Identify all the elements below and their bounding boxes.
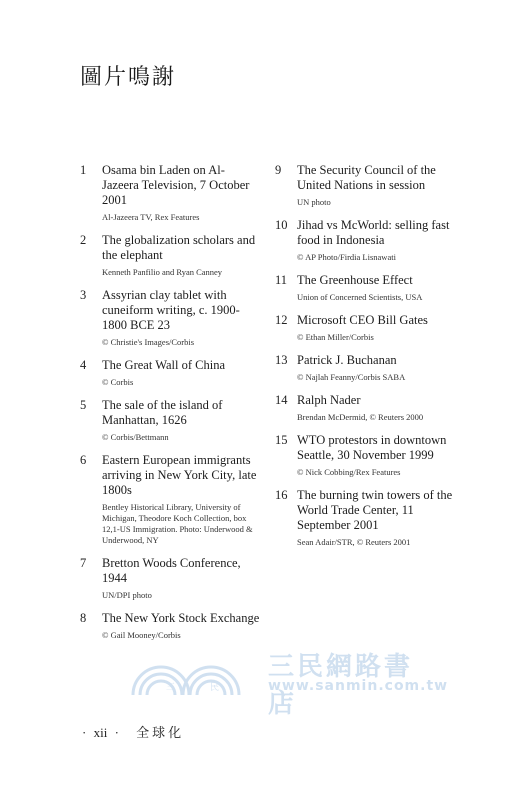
footer-dot: · [82, 725, 87, 740]
credit-entry [275, 433, 455, 478]
entry-credit: Bentley Historical Library, University of Michigan, Theodore Koch Collection, box 12,1-US Immigration. Photo: Underwood & Underwood, NY [102, 502, 253, 545]
credit-entry [275, 218, 455, 263]
credit-entry [80, 163, 260, 223]
entry-title: The New York Stock Exchange [102, 611, 260, 625]
entry-number: 3 [80, 288, 87, 302]
entry-title: Osama bin Laden on Al- Jazeera Television, 7 October 2001 [102, 163, 250, 207]
credit-entry [80, 611, 260, 641]
entry-credit: Sean Adair/STR, © Reuters 2001 [297, 537, 411, 547]
credit-entry [80, 398, 260, 443]
footer-dot: · [114, 725, 119, 740]
entry-number: 5 [80, 398, 87, 412]
page-footer [82, 722, 184, 741]
entry-title: The burning twin towers of the World Trade Center, 11 September 2001 [297, 488, 453, 532]
watermark-logo-char: 三 [166, 683, 176, 693]
credit-entry [275, 273, 455, 303]
credits-column-left [80, 163, 260, 651]
entry-credit: UN/DPI photo [102, 590, 152, 600]
credit-entry [275, 488, 455, 548]
entry-number: 13 [275, 353, 288, 367]
book-title: 全球化 [136, 726, 185, 741]
entry-credit: © Corbis [102, 377, 134, 387]
entry-number: 7 [80, 556, 87, 570]
entry-title: The Security Council of the United Nations in session [297, 163, 436, 192]
entry-credit: Al-Jazeera TV, Rex Features [102, 212, 200, 222]
entry-number: 10 [275, 218, 288, 232]
page-title: 圖片鳴謝 [80, 65, 177, 90]
entry-number: 11 [275, 273, 288, 287]
entry-title: The sale of the island of Manhattan, 1626 [102, 398, 223, 427]
credit-entry [275, 163, 455, 208]
entry-title: The Great Wall of China [102, 358, 226, 372]
credit-entry [275, 313, 455, 343]
entry-credit: © Ethan Miller/Corbis [297, 332, 374, 342]
entry-credit: Kenneth Panfilio and Ryan Canney [102, 267, 223, 277]
entry-number: 15 [275, 433, 288, 447]
entry-number: 14 [275, 393, 288, 407]
entry-title: Ralph Nader [297, 393, 361, 407]
credit-entry [80, 233, 260, 278]
entry-number: 12 [275, 313, 288, 327]
entry-number: 9 [275, 163, 282, 177]
watermark-url: www.sanmin.com.tw [268, 678, 449, 694]
entry-credit: © Gail Mooney/Corbis [102, 630, 181, 640]
credit-entry [275, 393, 455, 423]
entry-number: 6 [80, 453, 87, 467]
entry-title: Jihad vs McWorld: selling fast food in Indonesia [297, 218, 450, 247]
entry-credit: © AP Photo/Firdia Lisnawati [297, 252, 396, 262]
entry-credit: © Najlah Feanny/Corbis SABA [297, 372, 406, 382]
entry-credit: Brendan McDermid, © Reuters 2000 [297, 412, 424, 422]
entry-credit: © Corbis/Bettmann [102, 432, 169, 442]
entry-credit: Union of Concerned Scientists, USA [297, 292, 423, 302]
entry-title: The globalization scholars and the elephant [102, 233, 256, 262]
credit-entry [275, 353, 455, 383]
watermark-logo-char: 民 [210, 683, 220, 693]
entry-number: 4 [80, 358, 87, 372]
entry-title: Assyrian clay tablet with cuneiform writing, c. 1900-1800 BCE 23 [102, 288, 240, 332]
entry-title: WTO protestors in downtown Seattle, 30 November 1999 [297, 433, 447, 462]
credit-entry [80, 453, 260, 546]
entry-title: Bretton Woods Conference, 1944 [102, 556, 241, 585]
entry-credit: © Nick Cobbing/Rex Features [297, 467, 401, 477]
sanmin-watermark [128, 640, 449, 719]
entry-title: The Greenhouse Effect [297, 273, 413, 287]
page-number: xii [93, 725, 108, 740]
entry-number: 2 [80, 233, 87, 247]
watermark-name: 三民網路書店 [268, 652, 414, 719]
credit-entry [80, 556, 260, 601]
entry-number: 1 [80, 163, 87, 177]
entry-number: 8 [80, 611, 87, 625]
entry-title: Patrick J. Buchanan [297, 353, 397, 367]
credits-column-right [275, 163, 455, 558]
entry-credit: UN photo [297, 197, 331, 207]
sanmin-logo-icon [128, 640, 258, 700]
credit-entry [80, 358, 260, 388]
entry-number: 16 [275, 488, 288, 502]
credit-entry [80, 288, 260, 348]
entry-title: Microsoft CEO Bill Gates [297, 313, 428, 327]
entry-title: Eastern European immigrants arriving in New York City, late 1800s [102, 453, 257, 497]
entry-credit: © Christie's Images/Corbis [102, 337, 195, 347]
